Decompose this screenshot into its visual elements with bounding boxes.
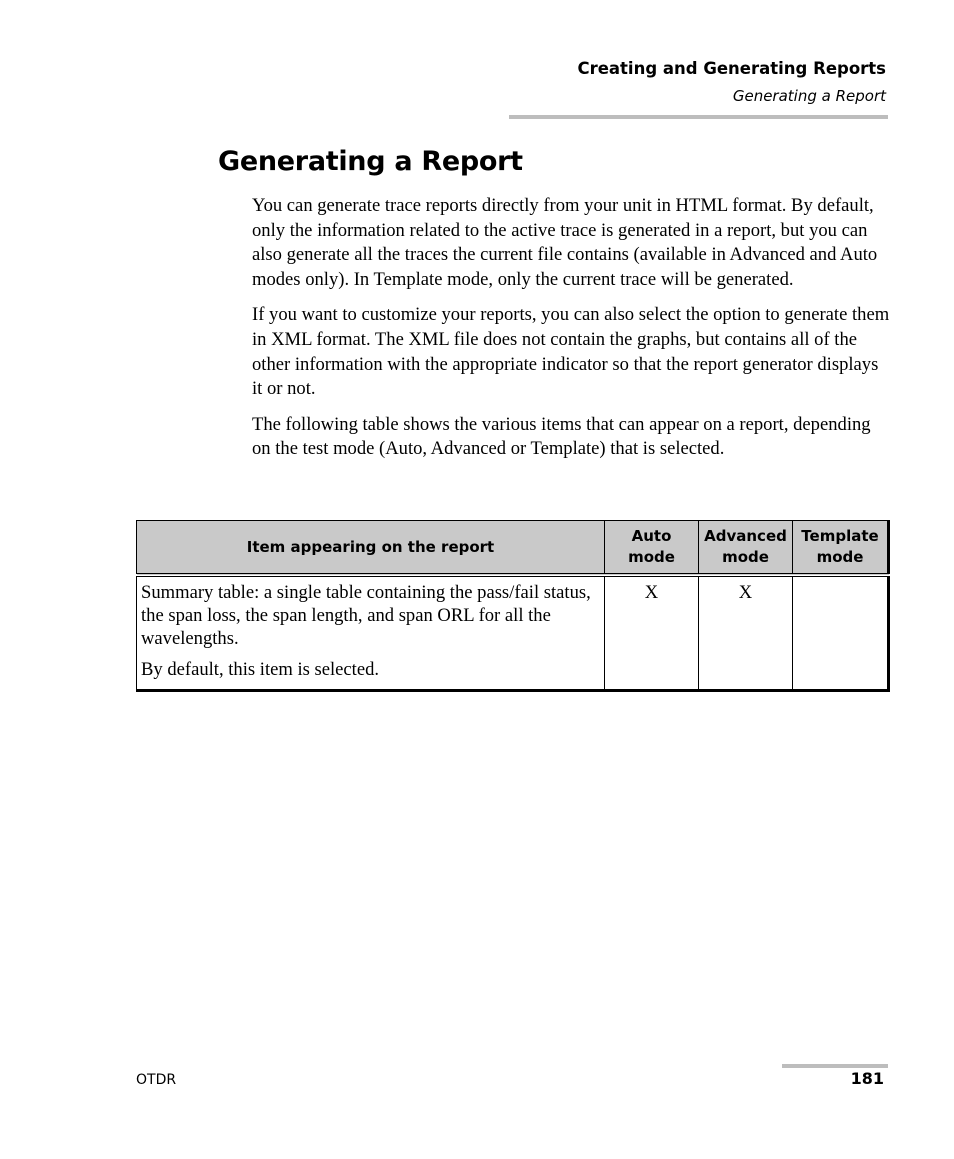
item-cell bbox=[137, 575, 605, 691]
page-number: 181 bbox=[850, 1069, 884, 1088]
header-rule bbox=[509, 115, 888, 119]
advanced-mode-cell: X bbox=[699, 575, 793, 691]
running-header bbox=[577, 58, 886, 106]
column-header-item: Item appearing on the report bbox=[137, 521, 605, 576]
table-row bbox=[137, 575, 889, 691]
template-mode-cell bbox=[793, 575, 889, 691]
paragraph: If you want to customize your reports, you can also select the option to generate them in XML format. The XML file does not contain the graphs, but contains all of the other information with the appropriate indicator so that the report generator displays it or not. bbox=[252, 304, 890, 400]
column-header-advanced: Advanced mode bbox=[699, 521, 793, 576]
running-header-section: Generating a Report bbox=[732, 87, 886, 105]
item-description: Summary table: a single table containing the pass/fail status, the span loss, the span length, and span ORL for all the wavelengths. bbox=[141, 582, 591, 649]
paragraph: The following table shows the various items that can appear on a report, depending on the test mode (Auto, Advanced or Template) that is selected. bbox=[252, 413, 871, 460]
page-title: Generating a Report bbox=[218, 146, 523, 177]
column-header-auto: Auto mode bbox=[605, 521, 699, 576]
auto-mode-cell: X bbox=[605, 575, 699, 691]
table-header-row bbox=[137, 521, 889, 576]
report-items-table bbox=[136, 520, 890, 692]
footer-rule bbox=[782, 1064, 888, 1068]
footer-product: OTDR bbox=[136, 1072, 177, 1088]
item-default-note: By default, this item is selected. bbox=[141, 659, 380, 680]
body-text bbox=[252, 194, 892, 473]
column-header-template: Template mode bbox=[793, 521, 889, 576]
running-header-chapter: Creating and Generating Reports bbox=[577, 59, 886, 78]
paragraph: You can generate trace reports directly from your unit in HTML format. By default, only the information related to the active trace is generated in a report, but you can also generate all the traces the current file contains (available in Advanced and Auto modes only). In Template mode, only the current trace will be generated. bbox=[252, 195, 878, 290]
